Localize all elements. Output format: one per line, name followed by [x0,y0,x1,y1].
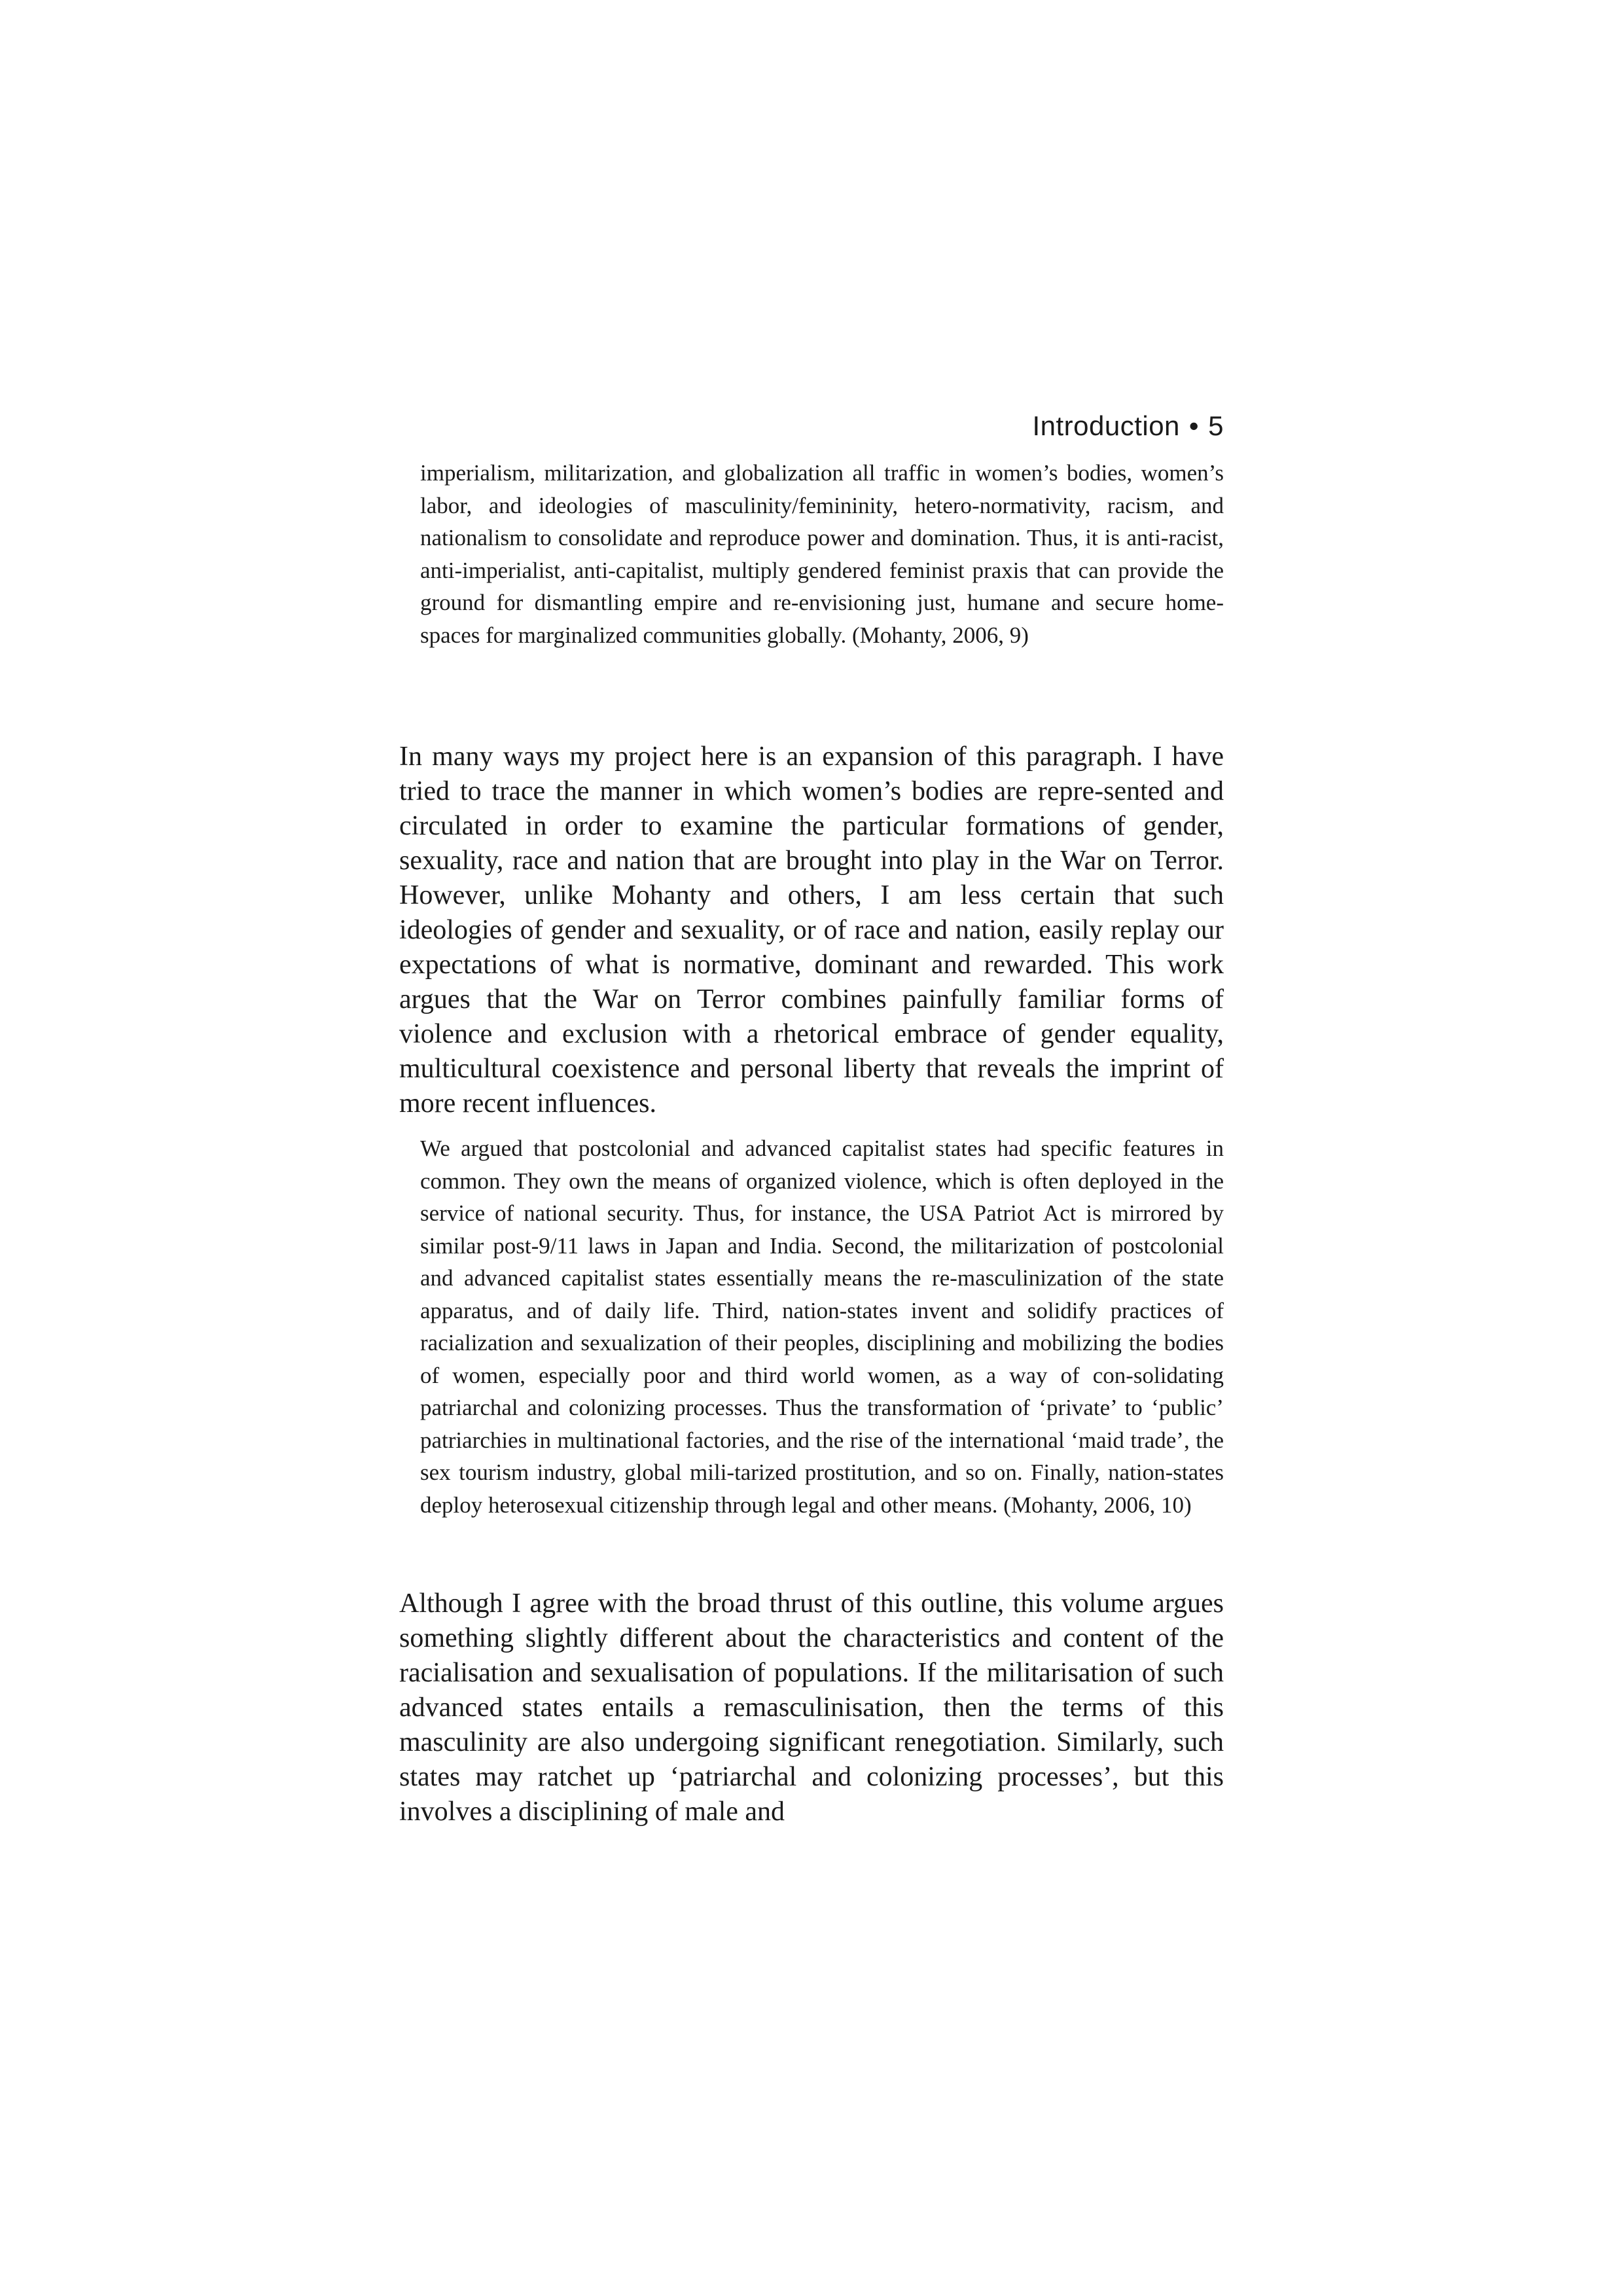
running-head [399,407,1224,445]
body-paragraph-1: In many ways my project here is an expansion of this paragraph. I have tried to trace the manner in which women’s bodies are repre-sented and circulated in order to examine the particular formations of gender, sexuality, race and nation that are brought into play in the War on Terror. However, unlike Mohanty and others, I am less certain that such ideologies of gender and sexuality, or of race and nation, easily replay our expectations of what is normative, dominant and rewarded. This work argues that the War on Terror combines painfully familiar forms of violence and exclusion with a rhetorical embrace of gender equality, multicultural coexistence and personal liberty that reveals the imprint of more recent influences. [399,742,1224,1119]
header-separator: • [1188,410,1200,441]
page-number: 5 [1208,410,1224,441]
section-title: Introduction [1032,410,1180,441]
block-quote-1 [399,457,1224,651]
block-quote-2-text: We argued that postcolonial and advanced capitalist states had specific features in common. They own the means of organized violence, which is often deployed in the service of national security. Thus, for instance, the USA Patriot Act is mirrored by similar post-9/11 laws in Japan and India. Second, the militarization of postcolonial and advanced capitalist states essentially means the re-masculinization of the state apparatus, and of daily life. Third, nation-states invent and solidify practices of racialization and sexualization of their peoples, disciplining and mobilizing the bodies of women, especially poor and third world women, as a way of con-solidating patriarchal and colonizing processes. Thus the transformation of ‘private’ to ‘public’ patriarchies in multinational factories, and the rise of the international ‘maid trade’, the sex tourism industry, global mili-tarized prostitution, and so on. Finally, nation-states deploy heterosexual citizenship through legal and other means. (Mohanty, 2006, 10) [420,1136,1224,1518]
block-quote-2 [399,1132,1224,1521]
block-quote-1-text: imperialism, militarization, and globalization all traffic in women’s bodies, women’s labor, and ideologies of masculinity/femininity, hetero-normativity, racism, and nationalism to consolidate and reproduce power and domination. Thus, it is anti-racist, anti-imperialist, anti-capitalist, multiply gendered feminist praxis that can provide the ground for dismantling empire and re-envisioning just, humane and secure home-spaces for marginalized communities globally. (Mohanty, 2006, 9) [420,460,1224,648]
body-paragraph-2: Although I agree with the broad thrust of this outline, this volume argues something slightly different about the characteristics and content of the racialisation and sexualisation of populations. If the militarisation of such advanced states entails a remasculinisation, then the terms of this masculinity are also undergoing significant renegotiation. Similarly, such states may ratchet up ‘patriarchal and colonizing processes’, but this involves a disciplining of male and [399,1588,1224,1827]
